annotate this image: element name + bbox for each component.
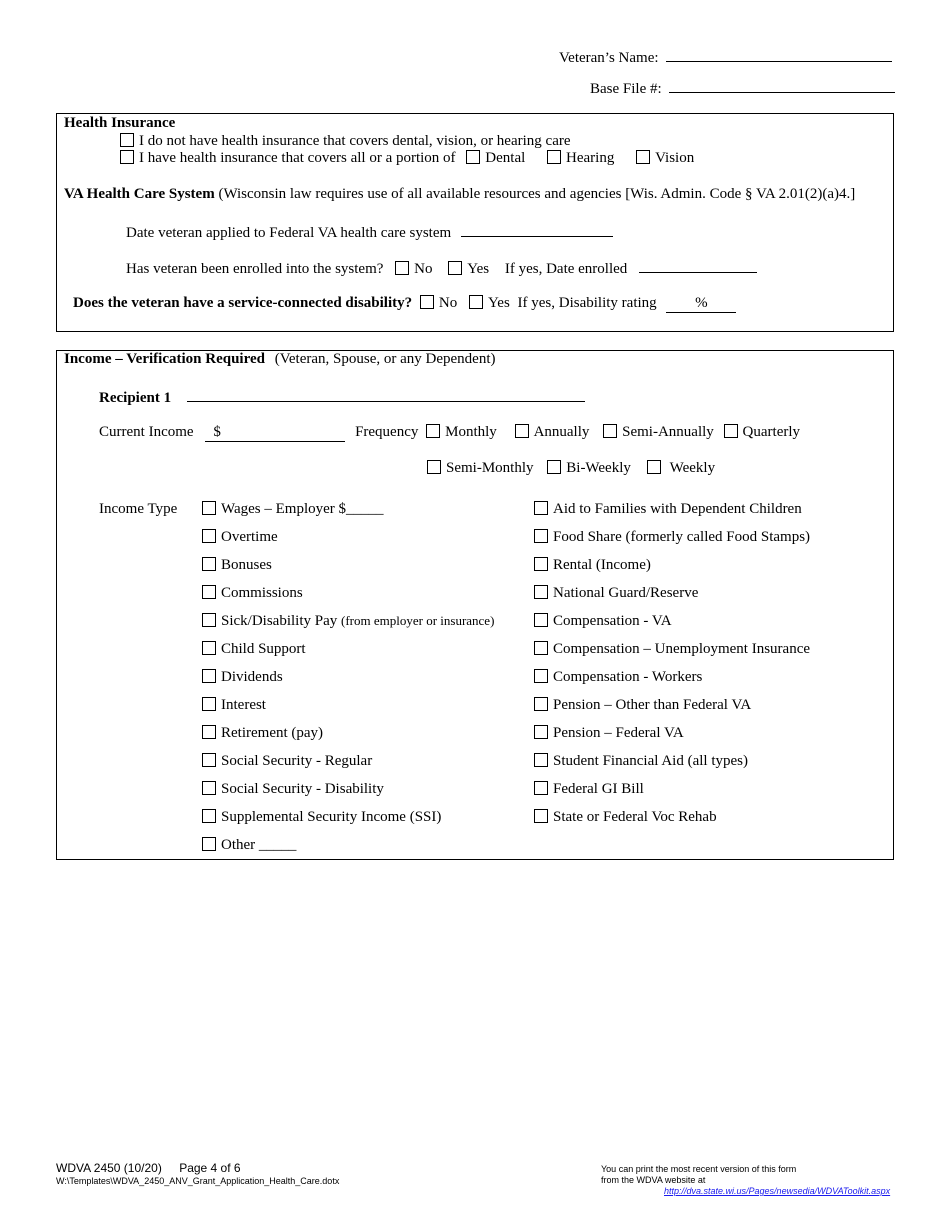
frequency-row-2 xyxy=(427,460,715,477)
frequency-label: Frequency xyxy=(355,424,419,440)
enrolled-label: Has veteran been enrolled into the system? xyxy=(126,261,384,277)
freq-annually-checkbox[interactable] xyxy=(515,424,529,438)
comp-workers-label: Compensation - Workers xyxy=(553,669,703,685)
enrolled-question xyxy=(126,258,757,278)
income-option-retirement xyxy=(202,725,323,742)
base-file-input[interactable] xyxy=(669,78,895,93)
income-option-interest xyxy=(202,697,266,714)
comp-unemployment-label: Compensation – Unemployment Insurance xyxy=(553,641,811,657)
student-aid-checkbox[interactable] xyxy=(534,753,548,767)
freq-monthly-checkbox[interactable] xyxy=(426,424,440,438)
income-option-sick-pay xyxy=(202,613,494,630)
freq-bi-weekly-label: Bi-Weekly xyxy=(566,460,631,476)
rating-input[interactable] xyxy=(666,295,736,313)
retirement-checkbox[interactable] xyxy=(202,725,216,739)
freq-weekly-checkbox[interactable] xyxy=(647,460,661,474)
freq-semi-annually-checkbox[interactable] xyxy=(603,424,617,438)
ss-disability-checkbox[interactable] xyxy=(202,781,216,795)
freq-quarterly-checkbox[interactable] xyxy=(724,424,738,438)
current-income-row xyxy=(99,424,800,442)
wages-checkbox[interactable] xyxy=(202,501,216,515)
bonuses-label: Bonuses xyxy=(221,557,272,573)
disability-no-checkbox[interactable] xyxy=(420,295,434,309)
base-file-label: Base File #: xyxy=(590,81,662,97)
income-option-child-support xyxy=(202,641,306,658)
overtime-label: Overtime xyxy=(221,529,278,545)
hearing-checkbox[interactable] xyxy=(547,150,561,164)
pension-other-label: Pension – Other than Federal VA xyxy=(553,697,752,713)
ss-regular-checkbox[interactable] xyxy=(202,753,216,767)
other-label: Other _____ xyxy=(221,837,297,853)
income-option-food-share xyxy=(534,529,810,546)
vision-checkbox[interactable] xyxy=(636,150,650,164)
page-number: Page 4 of 6 xyxy=(179,1161,241,1175)
pension-va-label: Pension – Federal VA xyxy=(553,725,684,741)
income-subtitle: (Veteran, Spouse, or any Dependent) xyxy=(274,351,496,367)
has-insurance-checkbox[interactable] xyxy=(120,150,134,164)
comp-workers-checkbox[interactable] xyxy=(534,669,548,683)
income-option-rental xyxy=(534,557,651,574)
ssi-checkbox[interactable] xyxy=(202,809,216,823)
template-path: W:\Templates\WDVA_2450_ANV_Grant_Application_Health_Care.dotx xyxy=(56,1176,340,1186)
date-enrolled-input[interactable] xyxy=(639,258,757,273)
freq-semi-monthly-label: Semi-Monthly xyxy=(446,460,534,476)
form-id: WDVA 2450 (10/20) xyxy=(56,1161,162,1175)
student-aid-label: Student Financial Aid (all types) xyxy=(553,753,748,769)
veteran-name-field xyxy=(559,47,892,67)
dental-label: Dental xyxy=(485,150,526,166)
base-file-field xyxy=(590,78,895,98)
ssi-label: Supplemental Security Income (SSI) xyxy=(221,809,442,825)
income-option-ssi xyxy=(202,809,441,826)
national-guard-label: National Guard/Reserve xyxy=(553,585,699,601)
freq-weekly-label: Weekly xyxy=(669,460,716,476)
rental-checkbox[interactable] xyxy=(534,557,548,571)
income-option-ss-disability xyxy=(202,781,384,798)
veteran-name-input[interactable] xyxy=(666,47,892,62)
rental-label: Rental (Income) xyxy=(553,557,651,573)
comp-va-label: Compensation - VA xyxy=(553,613,672,629)
freq-bi-weekly-checkbox[interactable] xyxy=(547,460,561,474)
veteran-name-label: Veteran’s Name: xyxy=(559,50,659,66)
afdc-checkbox[interactable] xyxy=(534,501,548,515)
enrolled-no-label: No xyxy=(414,261,433,277)
child-support-label: Child Support xyxy=(221,641,306,657)
national-guard-checkbox[interactable] xyxy=(534,585,548,599)
recipient-field xyxy=(99,387,585,407)
income-option-other xyxy=(202,837,296,854)
disability-label: Does the veteran have a service-connected disability? xyxy=(73,295,413,311)
income-option-wages xyxy=(202,501,384,518)
hearing-label: Hearing xyxy=(566,150,615,166)
disability-yes-checkbox[interactable] xyxy=(469,295,483,309)
freq-semi-annually-label: Semi-Annually xyxy=(622,424,714,440)
enrolled-no-checkbox[interactable] xyxy=(395,261,409,275)
income-option-afdc xyxy=(534,501,802,518)
income-option-overtime xyxy=(202,529,278,546)
no-insurance-label: I do not have health insurance that covers dental, vision, or hearing care xyxy=(139,133,571,149)
other-checkbox[interactable] xyxy=(202,837,216,851)
income-option-student-aid xyxy=(534,753,748,770)
income-option-commissions xyxy=(202,585,303,602)
enrolled-yes-checkbox[interactable] xyxy=(448,261,462,275)
ss-disability-label: Social Security - Disability xyxy=(221,781,384,797)
income-option-voc-rehab xyxy=(534,809,717,826)
wages-label: Wages – Employer $_____ xyxy=(221,501,384,517)
percent-sign: % xyxy=(695,295,708,311)
recipient-input[interactable] xyxy=(187,387,585,402)
has-insurance-label: I have health insurance that covers all or a portion of xyxy=(139,150,456,166)
date-applied-label: Date veteran applied to Federal VA health care system xyxy=(126,225,452,241)
income-option-comp-unemployment xyxy=(534,641,810,658)
income-option-comp-workers xyxy=(534,669,702,686)
voc-rehab-label: State or Federal Voc Rehab xyxy=(553,809,717,825)
income-option-dividends xyxy=(202,669,283,686)
overtime-checkbox[interactable] xyxy=(202,529,216,543)
has-insurance-option xyxy=(120,150,694,167)
footer-form-id xyxy=(56,1161,241,1175)
disability-no-label: No xyxy=(438,295,458,311)
dollar-sign: $ xyxy=(213,424,221,440)
disability-yes-label: Yes xyxy=(487,295,510,311)
va-health-care-title: VA Health Care System xyxy=(64,186,215,202)
gi-bill-checkbox[interactable] xyxy=(534,781,548,795)
disability-question xyxy=(73,295,736,313)
food-share-label: Food Share (formerly called Food Stamps) xyxy=(553,529,811,545)
income-option-pension-va xyxy=(534,725,684,742)
income-option-pension-other xyxy=(534,697,751,714)
date-applied-input[interactable] xyxy=(461,222,613,237)
pension-va-checkbox[interactable] xyxy=(534,725,548,739)
sick-pay-checkbox[interactable] xyxy=(202,613,216,627)
interest-checkbox[interactable] xyxy=(202,697,216,711)
freq-quarterly-label: Quarterly xyxy=(742,424,801,440)
enrolled-yes-label: Yes xyxy=(467,261,490,277)
date-enrolled-label: If yes, Date enrolled xyxy=(504,261,628,277)
no-insurance-checkbox[interactable] xyxy=(120,133,134,147)
comp-va-checkbox[interactable] xyxy=(534,613,548,627)
print-note-1: You can print the most recent version of this form xyxy=(601,1164,797,1174)
retirement-label: Retirement (pay) xyxy=(221,725,324,741)
dividends-checkbox[interactable] xyxy=(202,669,216,683)
pension-other-checkbox[interactable] xyxy=(534,697,548,711)
sick-pay-note: (from employer or insurance) xyxy=(341,613,495,628)
commissions-label: Commissions xyxy=(221,585,303,601)
freq-monthly-label: Monthly xyxy=(445,424,497,440)
va-health-care-heading xyxy=(64,186,855,203)
income-title: Income – Verification Required xyxy=(64,351,265,367)
income-option-gi-bill xyxy=(534,781,644,798)
ss-regular-label: Social Security - Regular xyxy=(221,753,373,769)
wdva-link[interactable] xyxy=(664,1186,890,1196)
date-applied-field xyxy=(126,222,613,242)
health-insurance-title: Health Insurance xyxy=(64,115,176,131)
print-note-2: from the WDVA website at xyxy=(601,1175,706,1185)
income-option-comp-va xyxy=(534,613,672,630)
freq-semi-monthly-checkbox[interactable] xyxy=(427,460,441,474)
gi-bill-label: Federal GI Bill xyxy=(553,781,644,797)
income-heading xyxy=(64,351,495,368)
income-option-bonuses xyxy=(202,557,272,574)
dental-checkbox[interactable] xyxy=(466,150,480,164)
dividends-label: Dividends xyxy=(221,669,283,685)
no-insurance-option xyxy=(120,133,571,150)
food-share-checkbox[interactable] xyxy=(534,529,548,543)
freq-annually-label: Annually xyxy=(533,424,590,440)
income-option-ss-regular xyxy=(202,753,372,770)
child-support-checkbox[interactable] xyxy=(202,641,216,655)
sick-pay-label: Sick/Disability Pay xyxy=(221,613,338,629)
rating-label: If yes, Disability rating xyxy=(517,295,657,311)
commissions-checkbox[interactable] xyxy=(202,585,216,599)
wdva-link-text[interactable]: http://dva.state.wi.us/Pages/newsedia/WDVAToolkit.aspx xyxy=(664,1186,891,1196)
income-type-label: Income Type xyxy=(99,501,178,517)
voc-rehab-checkbox[interactable] xyxy=(534,809,548,823)
va-health-care-note: (Wisconsin law requires use of all available resources and agencies [Wis. Admin. Code § VA 2.01(2)(a)4.] xyxy=(218,186,856,202)
current-income-label: Current Income xyxy=(99,424,194,440)
interest-label: Interest xyxy=(221,697,266,713)
afdc-label: Aid to Families with Dependent Children xyxy=(553,501,802,517)
current-income-input[interactable] xyxy=(205,424,345,442)
recipient-label: Recipient 1 xyxy=(99,390,172,406)
bonuses-checkbox[interactable] xyxy=(202,557,216,571)
vision-label: Vision xyxy=(655,150,695,166)
comp-unemployment-checkbox[interactable] xyxy=(534,641,548,655)
income-option-national-guard xyxy=(534,585,698,602)
